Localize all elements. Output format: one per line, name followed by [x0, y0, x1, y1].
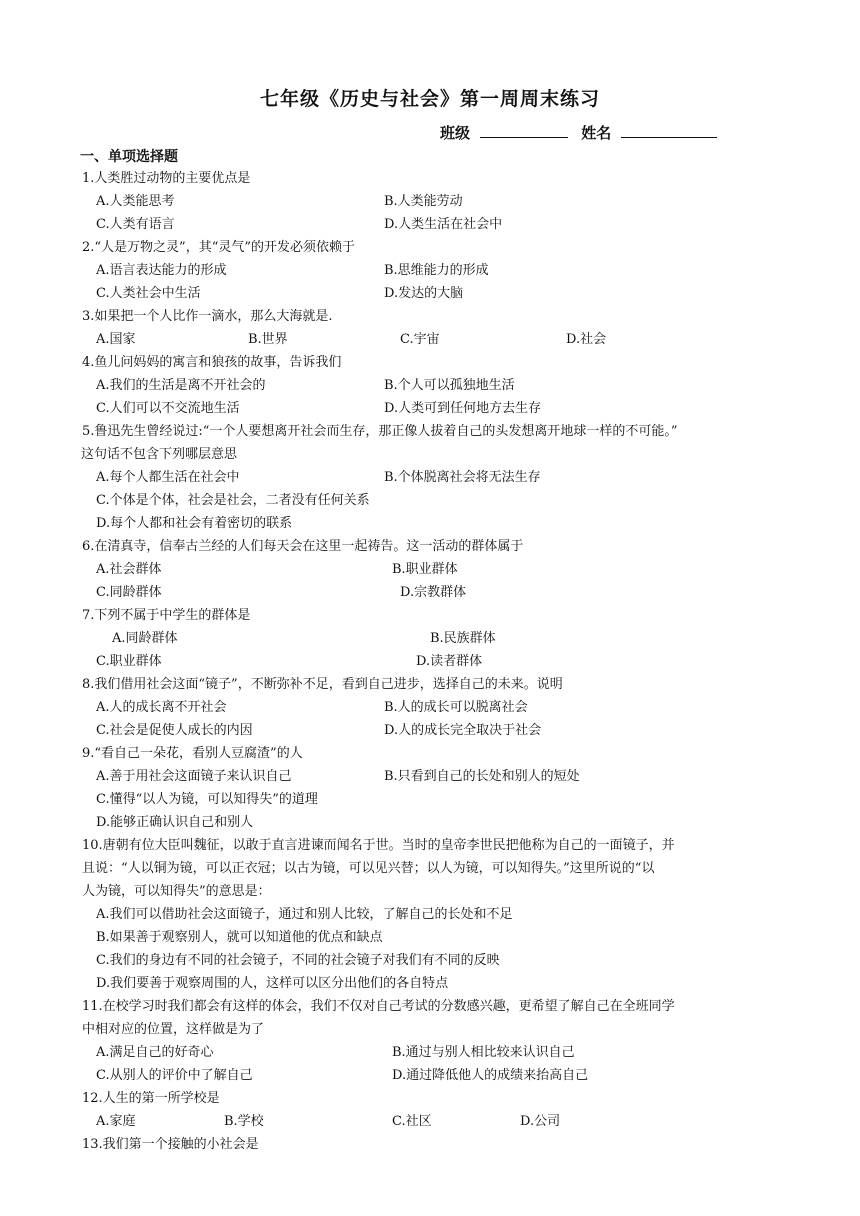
option-a: A.语言表达能力的形成 — [96, 263, 227, 278]
option-row — [82, 719, 782, 742]
option-row — [82, 627, 782, 650]
option-d: D.通过降低他人的成绩来抬高自己 — [392, 1068, 589, 1083]
option-c: C.人们可以不交流地生活 — [96, 401, 240, 416]
option-a: A.社会群体 — [96, 562, 162, 577]
question-stem: 9.“看自己一朵花，看别人豆腐渣”的人 — [82, 746, 303, 761]
option-row — [82, 374, 782, 397]
option-row — [82, 282, 782, 305]
option-d: D.社会 — [566, 332, 607, 347]
option-d: D.读者群体 — [416, 654, 483, 669]
option-row — [82, 1041, 782, 1064]
option-b: B.人类能劳动 — [384, 194, 463, 209]
option-a: A.满足自己的好奇心 — [96, 1045, 214, 1060]
question-stem: 13.我们第一个接触的小社会是 — [82, 1137, 259, 1152]
option-c: C.懂得“以人为镜，可以知得失”的道理 — [96, 792, 318, 807]
question-stem-continued: 人为镜，可以知得失”的意思是： — [82, 884, 271, 899]
option-a: A.每个人都生活在社会中 — [96, 470, 240, 485]
option-c: C.宇宙 — [400, 332, 440, 347]
option-d: D.每个人都和社会有着密切的联系 — [96, 516, 293, 531]
option-b: B.只看到自己的长处和别人的短处 — [384, 769, 580, 784]
option-row — [82, 696, 782, 719]
option-b: B.人的成长可以脱离社会 — [384, 700, 528, 715]
question-stem: 11.在校学习时我们都会有这样的体会，我们不仅对自己考试的分数感兴趣，更希望了解自己在全班同学 — [82, 999, 675, 1014]
question-stem: 1.人类胜过动物的主要优点是 — [82, 171, 251, 186]
question-stem-continued: 中相对应的位置，这样做是为了 — [82, 1022, 265, 1037]
option-b: B.如果善于观察别人，就可以知道他的优点和缺点 — [96, 930, 383, 945]
option-b: B.通过与别人相比较来认识自己 — [392, 1045, 575, 1060]
option-b: B.学校 — [224, 1114, 264, 1129]
question-stem: 3.如果把一个人比作一滴水，那么大海就是. — [82, 309, 333, 324]
option-a: A.国家 — [96, 332, 136, 347]
option-row — [82, 558, 782, 581]
section-title: 一、单项选择题 — [80, 149, 178, 165]
option-d: D.人类可到任何地方去生存 — [384, 401, 542, 416]
option-a: A.我们可以借助社会这面镜子，通过和别人比较，了解自己的长处和不足 — [96, 907, 513, 922]
option-b: B.民族群体 — [430, 631, 496, 646]
option-c: C.社会是促使人成长的内因 — [96, 723, 253, 738]
question-stem: 4.鱼儿问妈妈的寓言和狼孩的故事，告诉我们 — [82, 355, 342, 370]
question-stem: 2.“人是万物之灵”，其“灵气”的开发必须依赖于 — [82, 240, 355, 255]
option-c: C.人类有语言 — [96, 217, 175, 232]
option-row — [82, 489, 782, 512]
option-row — [82, 213, 782, 236]
option-b: B.个体脱离社会将无法生存 — [384, 470, 541, 485]
option-d: D.人的成长完全取决于社会 — [384, 723, 542, 738]
option-d: D.公司 — [520, 1114, 561, 1129]
option-row — [82, 949, 782, 972]
option-row — [82, 765, 782, 788]
option-a: A.人类能思考 — [96, 194, 175, 209]
option-c: C.从别人的评价中了解自己 — [96, 1068, 253, 1083]
option-d: D.我们要善于观察周围的人，这样可以区分出他们的各自特点 — [96, 976, 449, 991]
page-title: 七年级《历史与社会》第一周周末练习 — [259, 88, 600, 110]
option-row — [82, 512, 782, 535]
question-stem: 6.在清真寺，信奉古兰经的人们每天会在这里一起祷告。这一活动的群体属于 — [82, 539, 524, 554]
option-row — [82, 190, 782, 213]
class-label: 班级 — [440, 124, 471, 142]
question-stem-continued: 且说：“人以铜为镜，可以正衣冠；以古为镜，可以见兴替；以人为镜，可以知得失。”这里所说的“以 — [82, 861, 655, 876]
option-b: B.世界 — [248, 332, 288, 347]
question-list — [82, 167, 782, 1156]
option-c: C.个体是个体，社会是社会，二者没有任何关系 — [96, 493, 370, 508]
option-a: A.家庭 — [96, 1114, 136, 1129]
option-row — [82, 926, 782, 949]
option-row — [82, 581, 782, 604]
name-blank — [621, 123, 717, 138]
question-stem-continued: 这句话不包含下列哪层意思 — [81, 447, 238, 462]
option-row — [82, 972, 782, 995]
option-row — [82, 259, 782, 282]
option-row — [82, 650, 782, 673]
option-c: C.社区 — [392, 1114, 432, 1129]
option-a: A.人的成长离不开社会 — [96, 700, 227, 715]
option-d: D.发达的大脑 — [384, 286, 464, 301]
option-c: C.职业群体 — [96, 654, 162, 669]
question-stem: 7.下列不属于中学生的群体是 — [82, 608, 251, 623]
class-blank — [480, 123, 568, 138]
student-info — [440, 122, 717, 143]
option-b: B.职业群体 — [392, 562, 458, 577]
option-row — [82, 788, 782, 811]
option-b: B.思维能力的形成 — [384, 263, 489, 278]
option-a: A.同龄群体 — [112, 631, 178, 646]
option-c: C.同龄群体 — [96, 585, 162, 600]
option-row — [82, 811, 782, 834]
option-b: B.个人可以孤独地生活 — [384, 378, 515, 393]
name-label: 姓名 — [581, 124, 612, 142]
option-row — [82, 328, 782, 351]
option-row — [82, 1110, 782, 1133]
question-stem: 12.人生的第一所学校是 — [82, 1091, 220, 1106]
option-d: D.能够正确认识自己和别人 — [96, 815, 254, 830]
option-row — [82, 1064, 782, 1087]
option-d: D.宗教群体 — [400, 585, 467, 600]
option-row — [82, 903, 782, 926]
option-c: C.人类社会中生活 — [96, 286, 201, 301]
option-d: D.人类生活在社会中 — [384, 217, 503, 232]
question-stem: 8.我们借用社会这面“镜子”，不断弥补不足，看到自己进步，选择自己的未来。说明 — [82, 677, 563, 692]
option-c: C.我们的身边有不同的社会镜子，不同的社会镜子对我们有不同的反映 — [96, 953, 500, 968]
option-row — [82, 397, 782, 420]
question-stem: 10.唐朝有位大臣叫魏征，以敢于直言进谏而闻名于世。当时的皇帝李世民把他称为自己的一面镜子，并 — [82, 838, 675, 853]
question-stem: 5.鲁迅先生曾经说过:“一个人要想离开社会而生存，那正像人拔着自己的头发想离开地球一样的不可能。” — [82, 424, 678, 439]
option-a: A.善于用社会这面镜子来认识自己 — [96, 769, 292, 784]
option-a: A.我们的生活是离不开社会的 — [96, 378, 266, 393]
option-row — [82, 466, 782, 489]
